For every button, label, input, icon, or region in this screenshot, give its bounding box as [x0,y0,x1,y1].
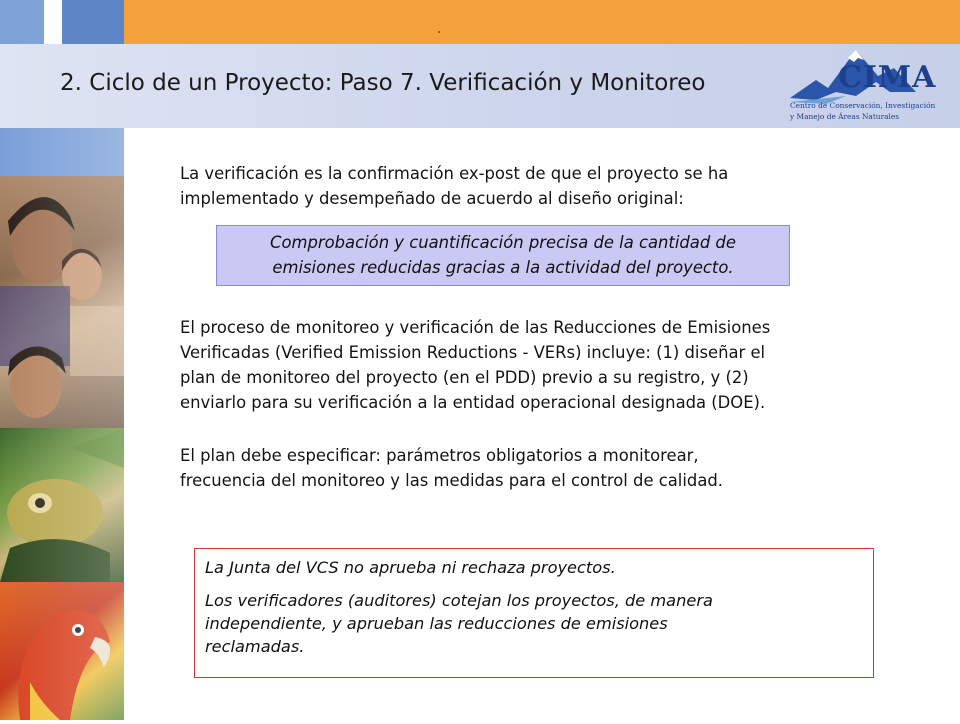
header-band-orange [124,0,960,44]
header-block-blue [0,0,44,44]
highlight-box [216,225,790,286]
slide-title: 2. Ciclo de un Proyecto: Paso 7. Verificación y Monitoreo [60,70,706,96]
text-line: implementado y desempeñado de acuerdo al diseño original: [180,189,684,208]
logo-subtitle-line: Centro de Conservación, Investigación [790,101,936,110]
process-paragraph [180,315,770,415]
text-line: El plan debe especificar: parámetros obligatorios a monitorear, [180,446,699,465]
logo-subtitle-line: y Manejo de Áreas Naturales [790,112,900,121]
note-spacer [205,579,863,589]
note-line: La Junta del VCS no aprueba ni rechaza proyectos. [205,558,616,577]
text-line: Comprobación y cuantificación precisa de la cantidad de [270,233,736,252]
plan-paragraph [180,443,723,493]
logo-wordmark: CIMA [838,60,937,95]
text-line: El proceso de monitoreo y verificación de las Reducciones de Emisiones [180,318,771,337]
text-line: frecuencia del monitoreo y las medidas para el control de calidad. [180,471,723,490]
text-line: enviarlo para su verificación a la entidad operacional designada (DOE). [180,393,766,412]
text-line: La verificación es la confirmación ex-post de que el proyecto se ha [180,164,729,183]
text-line: plan de monitoreo del proyecto (en el PDD) previo a su registro, y (2) [180,368,749,387]
photo-column-fade [0,128,124,720]
note-line: independiente, y aprueban las reducciones de emisiones [205,614,668,633]
text-line: emisiones reducidas gracias a la actividad del proyecto. [272,258,734,277]
note-line: Los verificadores (auditores) cotejan los proyectos, de manera [205,591,713,610]
logo-subtitle [790,100,935,122]
intro-paragraph [180,161,728,211]
header-block-gap [44,0,62,44]
photo-column-divider [124,128,126,720]
text-line: Verificadas (Verified Emission Reductions - VERs) incluye: (1) diseñar el [180,343,766,362]
header-block-blue-dark [62,0,124,44]
note-box [194,548,874,678]
note-line: reclamadas. [205,637,305,656]
decorative-dot [438,31,440,33]
